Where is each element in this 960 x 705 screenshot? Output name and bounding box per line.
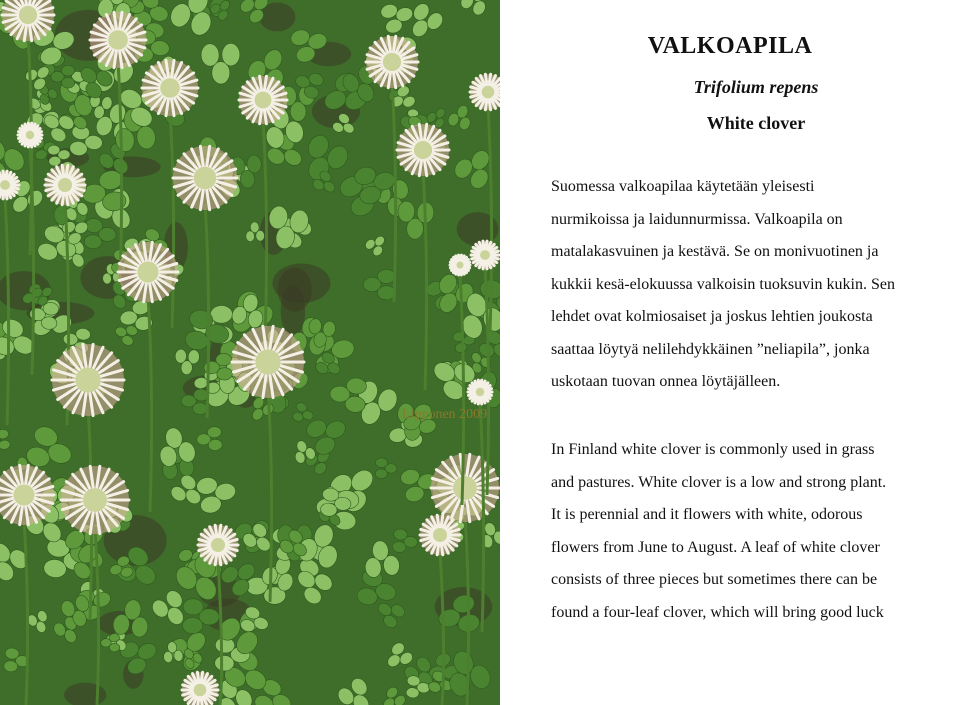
clover-flower: [471, 241, 499, 269]
clover-flower: [61, 466, 129, 534]
clover-flower: [239, 76, 287, 124]
description-line: matalakasvuinen ja kestävä. Se on monivuotinen ja: [551, 243, 879, 260]
clover-flower: [2, 0, 54, 41]
description-line: It is perennial and it flowers with white, odorous: [551, 506, 863, 523]
photo-credit: Lipponen 2009: [402, 407, 488, 422]
clover-flower: [468, 380, 492, 404]
clover-flower: [52, 344, 124, 416]
description-line: uskotaan tuovan onnea löytäjälleen.: [551, 373, 781, 390]
clover-flower: [397, 124, 449, 176]
description-line: In Finland white clover is commonly used in grass: [551, 441, 875, 458]
description-line: consists of three pieces but sometimes there can be: [551, 571, 878, 588]
clover-flower: [90, 12, 146, 68]
clover-flower: [182, 672, 218, 705]
clover-flower: [420, 515, 460, 555]
clover-flower: [232, 326, 304, 398]
description-line: lehdet ovat kolmiosaiset ja joskus lehtien joukosta: [551, 308, 873, 325]
description-line: found a four-leaf clover, which will bring good luck: [551, 603, 884, 621]
latin-name: Trifolium repens: [693, 77, 819, 97]
clover-flower: [142, 60, 198, 116]
clover-flower: [198, 525, 238, 565]
description-english: [551, 434, 956, 629]
description-line: saattaa löytyä nelilehdykkäinen ”neliapila”, jonka: [551, 340, 870, 358]
description-line: Suomessa valkoapilaa käytetään yleisesti: [551, 178, 815, 195]
page-title: VALKOAPILA: [647, 33, 813, 59]
description-finnish: [551, 171, 956, 399]
description-line: flowers from June to August. A leaf of white clover: [551, 538, 880, 556]
clover-flower: [45, 165, 85, 205]
clover-flower: [173, 146, 237, 210]
description-line: kukkii kesä-elokuussa valkoisin tuoksuvin kukin. Sen: [551, 275, 895, 293]
clover-flower: [18, 123, 42, 147]
clover-flower: [118, 242, 178, 302]
clover-flower: [366, 36, 418, 88]
english-name: White clover: [706, 113, 806, 133]
description-line: and pastures. White clover is a low and strong plant.: [551, 473, 887, 491]
description-line: nurmikoissa ja laidunnurmissa. Valkoapila on: [551, 210, 843, 228]
clover-flower: [450, 255, 470, 275]
